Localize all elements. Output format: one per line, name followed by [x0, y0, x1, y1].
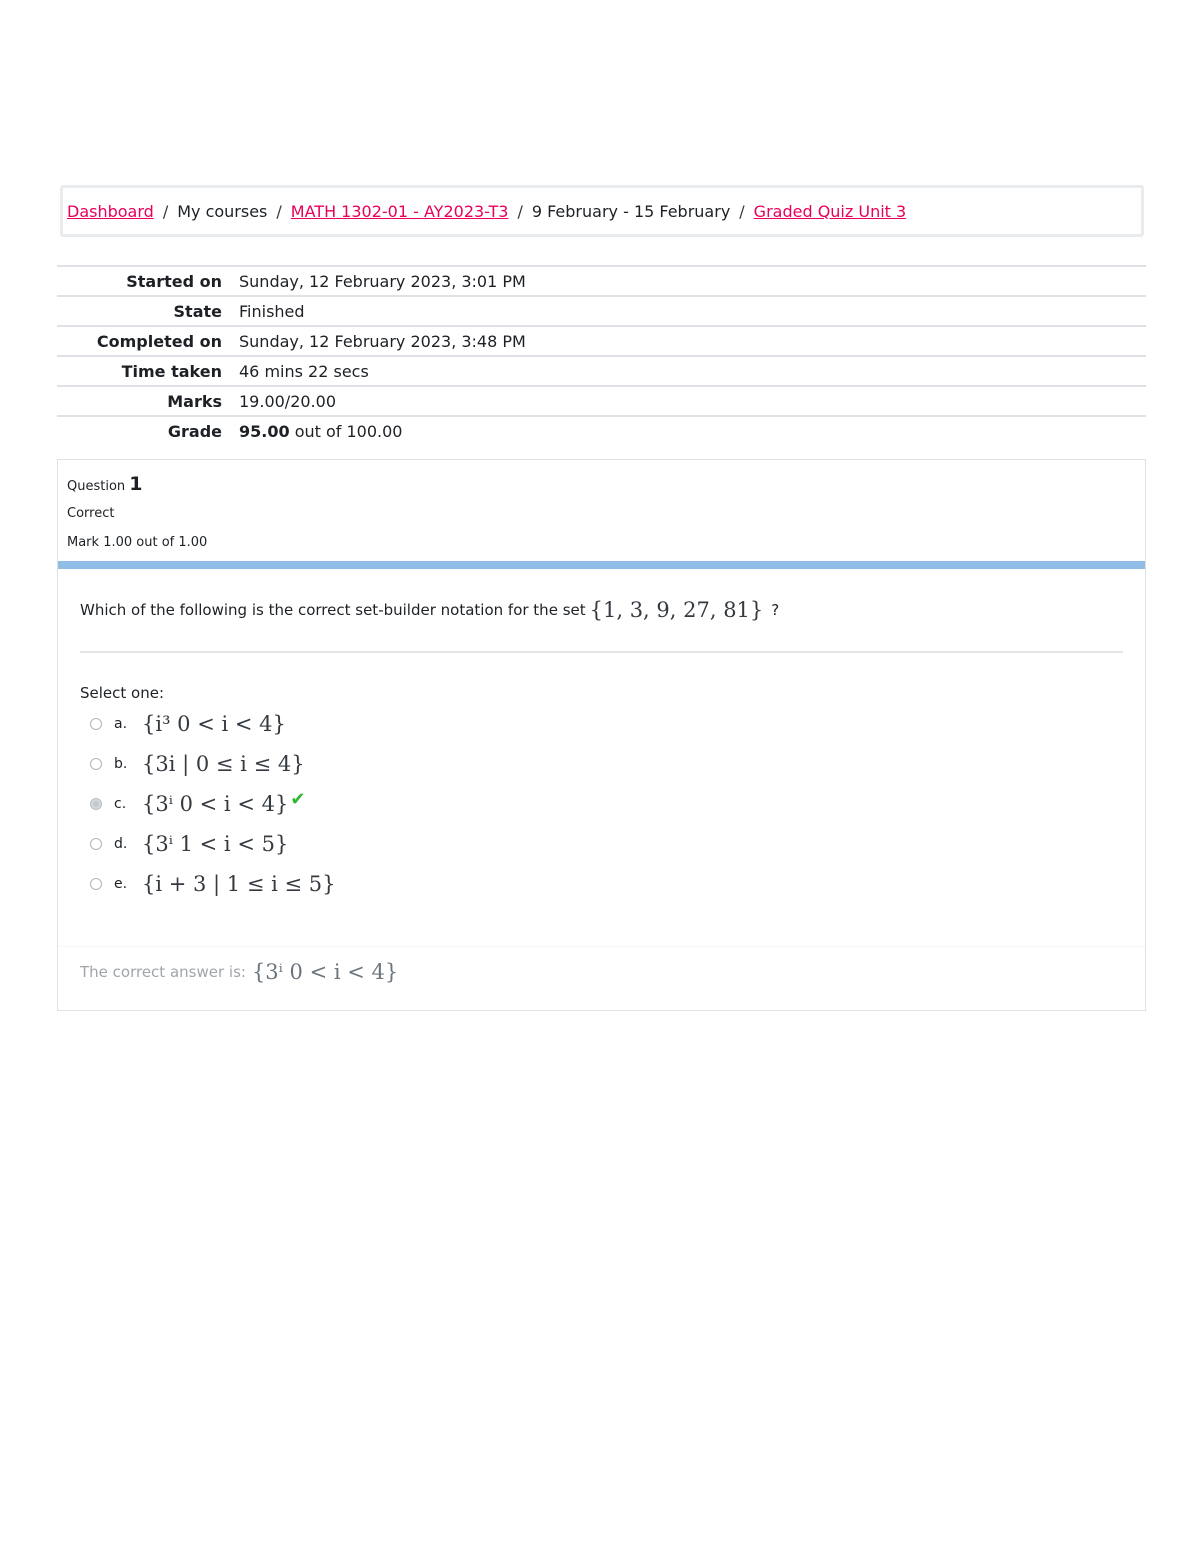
summary-row-marks	[57, 386, 1146, 416]
summary-value: Sunday, 12 February 2023, 3:48 PM	[239, 331, 526, 351]
question-prompt: Which of the following is the correct set-builder notation for the set	[80, 601, 586, 619]
feedback-divider	[58, 946, 1145, 947]
option-b[interactable]	[90, 747, 305, 781]
breadcrumb-my-courses: My courses	[177, 201, 268, 221]
radio-icon[interactable]	[90, 718, 102, 730]
select-one-label: Select one:	[80, 684, 165, 702]
option-e[interactable]	[90, 867, 336, 901]
question-accent-bar	[58, 561, 1145, 569]
option-math: {i³ 0 < i < 4}	[142, 712, 286, 736]
option-letter: c.	[114, 796, 127, 812]
grade-value: 95.00	[239, 421, 290, 441]
option-letter: d.	[114, 836, 128, 852]
summary-row-time	[57, 356, 1146, 386]
breadcrumb-separator: /	[162, 201, 169, 221]
breadcrumb-separator: /	[739, 201, 745, 221]
summary-value	[239, 416, 1146, 445]
summary-value: 46 mins 22 secs	[239, 361, 369, 381]
option-math: {3ⁱ 0 < i < 4}	[142, 792, 289, 816]
summary-label: State	[173, 301, 222, 321]
summary-label: Started on	[126, 271, 222, 291]
summary-label: Time taken	[121, 361, 222, 381]
correct-answer-label: The correct answer is:	[80, 963, 246, 981]
option-math: {i + 3 | 1 ≤ i ≤ 5}	[142, 872, 336, 896]
summary-value: Finished	[239, 301, 305, 321]
question-divider	[80, 651, 1123, 653]
breadcrumb-week: 9 February - 15 February	[531, 201, 731, 221]
radio-icon[interactable]	[90, 758, 102, 770]
breadcrumb-course-link[interactable]: MATH 1302-01 - AY2023-T3	[290, 201, 509, 221]
question-info	[67, 470, 207, 557]
correct-answer-feedback	[80, 960, 398, 984]
summary-row-completed	[57, 326, 1146, 356]
radio-selected-icon[interactable]	[90, 798, 102, 810]
summary-row-state	[57, 296, 1146, 326]
question-state: Correct	[67, 506, 115, 521]
option-a[interactable]	[90, 707, 286, 741]
breadcrumb	[60, 185, 1144, 237]
summary-label: Completed on	[96, 331, 222, 351]
correct-check-icon: ✔	[290, 788, 306, 810]
grade-suffix: out of 100.00	[294, 421, 403, 441]
breadcrumb-quiz-link[interactable]: Graded Quiz Unit 3	[753, 201, 907, 221]
attempt-summary-table	[57, 265, 1146, 445]
option-math: {3i | 0 ≤ i ≤ 4}	[142, 752, 305, 776]
summary-label: Marks	[167, 391, 222, 411]
breadcrumb-separator: /	[276, 201, 282, 221]
summary-row-started	[57, 266, 1146, 296]
question-number: 1	[129, 473, 143, 495]
summary-value: Sunday, 12 February 2023, 3:01 PM	[239, 271, 526, 291]
correct-answer-math: {3ⁱ 0 < i < 4}	[251, 960, 399, 984]
option-c[interactable]	[90, 787, 305, 821]
summary-label: Grade	[167, 421, 222, 441]
question-end: ?	[771, 601, 780, 619]
radio-icon[interactable]	[90, 878, 102, 890]
breadcrumb-separator: /	[517, 201, 523, 221]
summary-value: 19.00/20.00	[239, 391, 336, 411]
option-letter: a.	[114, 716, 128, 732]
option-letter: e.	[114, 876, 128, 892]
question-text	[80, 598, 779, 622]
option-math: {3ⁱ 1 < i < 5}	[142, 832, 289, 856]
option-letter: b.	[114, 756, 128, 772]
radio-icon[interactable]	[90, 838, 102, 850]
question-set-math: {1, 3, 9, 27, 81}	[589, 598, 764, 622]
breadcrumb-dashboard-link[interactable]: Dashboard	[67, 201, 154, 221]
question-box	[57, 459, 1146, 1011]
question-label: Question	[67, 479, 126, 494]
option-d[interactable]	[90, 827, 288, 861]
question-mark: Mark 1.00 out of 1.00	[67, 535, 208, 550]
summary-row-grade	[57, 416, 1146, 445]
